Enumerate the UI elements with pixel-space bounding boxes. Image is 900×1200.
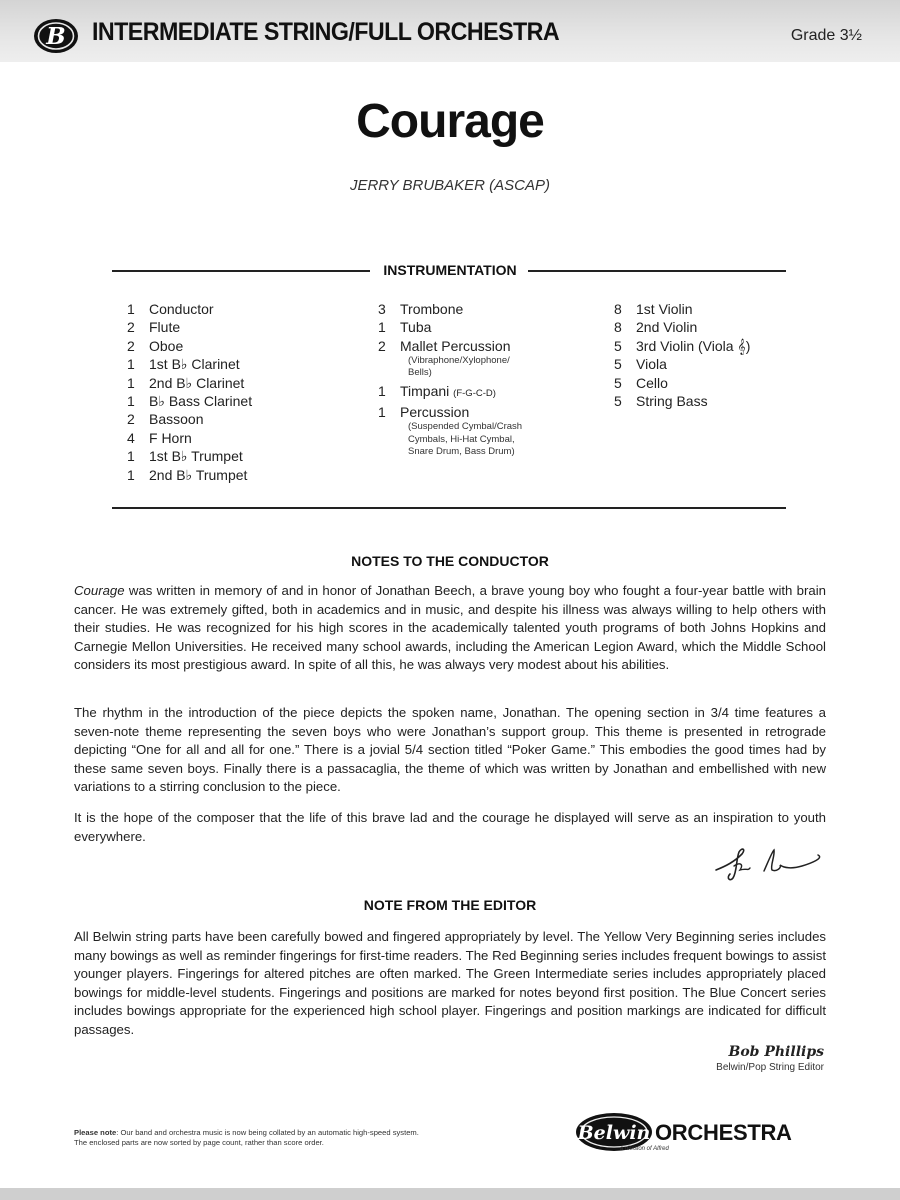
- collation-footnote: Please note: Our band and orchestra music is now being collated by an automatic high-speed system. The enclosed parts are now sorted by page count, rather than score order.: [74, 1128, 419, 1148]
- instrument-row: 1 Conductor: [127, 301, 214, 317]
- editor-signature: Bob Phillips: [728, 1044, 824, 1060]
- instrument-subnote: (Vibraphone/Xylophone/: [408, 355, 510, 367]
- composer-signature-icon: [712, 838, 828, 884]
- notes-heading: NOTES TO THE CONDUCTOR: [351, 553, 549, 569]
- brand-division: a division of Alfred: [620, 1146, 669, 1152]
- instrument-row: 5 Viola: [614, 356, 667, 373]
- instrument-row: 2 Oboe: [127, 337, 184, 354]
- instrument-subnote: Snare Drum, Bass Drum): [408, 445, 515, 457]
- instrument-row: 2 Bassoon: [127, 411, 204, 428]
- instrument-row: 5 String Bass: [614, 393, 708, 410]
- instrument-row: 3 Trombone: [378, 301, 464, 317]
- instrument-row: 4 F Horn: [127, 429, 192, 446]
- series-title: INTERMEDIATE STRING/FULL ORCHESTRA: [92, 18, 560, 46]
- instrument-column-1: [127, 300, 252, 484]
- belwin-b-logo-icon: [32, 16, 80, 56]
- instrument-column-2: [378, 300, 522, 458]
- instrument-subnote: (Suspended Cymbal/Crash: [408, 421, 523, 433]
- instrument-row: 1 2nd B♭ Trumpet: [127, 466, 248, 483]
- bottom-strip: [0, 1188, 900, 1200]
- instrument-row: 1 B♭ Bass Clarinet: [127, 393, 253, 410]
- notes-paragraph-1: Courage was written in memory of and in honor of Jonathan Beech, a brave young boy who fought a four-year battle with brain cancer. He was extremely gifted, both in academics and in music, and despite his illness was always willing to help others with their studies. He was recognized for his high scores in the academically talented youth programs of both Johns Hopkins and Carnegie Mellon Universities. He received many school awards, including the American Legion Award, which the Middle School considers its most prestigious award. In spite of all this, he was always very modest about his abilities.: [74, 583, 826, 672]
- svg-text:Belwin: Belwin: [577, 1122, 651, 1144]
- instrumentation-rule-right: [528, 270, 786, 272]
- instrument-row: 2 Mallet Percussion: [378, 337, 511, 354]
- instrument-row: 1 1st B♭ Trumpet: [127, 448, 243, 465]
- instrumentation-heading: INSTRUMENTATION: [383, 262, 517, 278]
- instrument-row: 1 Tuba: [378, 319, 432, 336]
- editor-heading: NOTE FROM THE EDITOR: [363, 897, 537, 913]
- editor-title: Belwin/Pop String Editor: [716, 1062, 824, 1073]
- grade-label: Grade 3½: [790, 27, 862, 44]
- instrumentation-rule-bottom: [112, 507, 786, 509]
- instrument-row: 5 Cello: [614, 374, 668, 391]
- instrument-row: 1 Percussion: [378, 404, 470, 421]
- instrument-row: 8 2nd Violin: [614, 319, 698, 336]
- instrument-subnote: Bells): [408, 367, 432, 379]
- instrument-row: 5 3rd Violin (Viola 𝄞): [614, 337, 751, 354]
- notes-paragraph-3: It is the hope of the composer that the life of this brave lad and the courage he displayed will serve as an inspiration to youth everywhere.: [74, 810, 826, 844]
- instrument-subnote: Cymbals, Hi-Hat Cymbal,: [408, 433, 515, 445]
- instrument-row: 1 Timpani (F-G-C-D): [378, 382, 496, 399]
- brand-orchestra: ORCHESTRA: [655, 1120, 792, 1145]
- instrument-column-3: [614, 300, 750, 410]
- instrument-row: 2 Flute: [127, 319, 181, 336]
- instrument-row: 8 1st Violin: [614, 301, 693, 317]
- editor-paragraph: All Belwin string parts have been carefully bowed and fingered appropriately by level. The Yellow Very Beginning series includes many bowings as well as reminder fingerings for first-time readers. The Red Beginning series includes frequent bowings to assist younger players. Fingerings for altered pitches are often marked. The Green Intermediate series includes appropriately placed bowings for middle-level students. Fingerings and positions are marked for notes beyond first position. The Blue Concert series includes bowings appropriate for the experienced high school player. Fingerings and position markings are indicated for difficult passages.: [74, 929, 826, 1037]
- svg-text:B: B: [46, 23, 66, 50]
- footnote-label: Please note: [74, 1128, 117, 1137]
- piece-title: Courage: [356, 95, 544, 148]
- composer-credit: JERRY BRUBAKER (ASCAP): [349, 177, 551, 194]
- title-reference: Courage: [74, 583, 125, 598]
- timpani-tuning: (F-G-C-D): [453, 387, 496, 399]
- instrument-row: 1 1st B♭ Clarinet: [127, 356, 240, 373]
- notes-paragraph-2: The rhythm in the introduction of the piece depicts the spoken name, Jonathan. The opening section in 3/4 time features a seven-note theme representing the seven boys who were Jonathan’s support group. This theme is presented in retrograde depicting “One for all and all for one.” There is a jovial 5/4 section titled “Poker Game.” This embodies the good times had by these same seven boys. Finally there is a passacaglia, the theme of which was written by Jonathan and embellished with new variations to a stirring conclusion to the piece.: [74, 705, 826, 794]
- instrument-row: 1 2nd B♭ Clarinet: [127, 374, 245, 391]
